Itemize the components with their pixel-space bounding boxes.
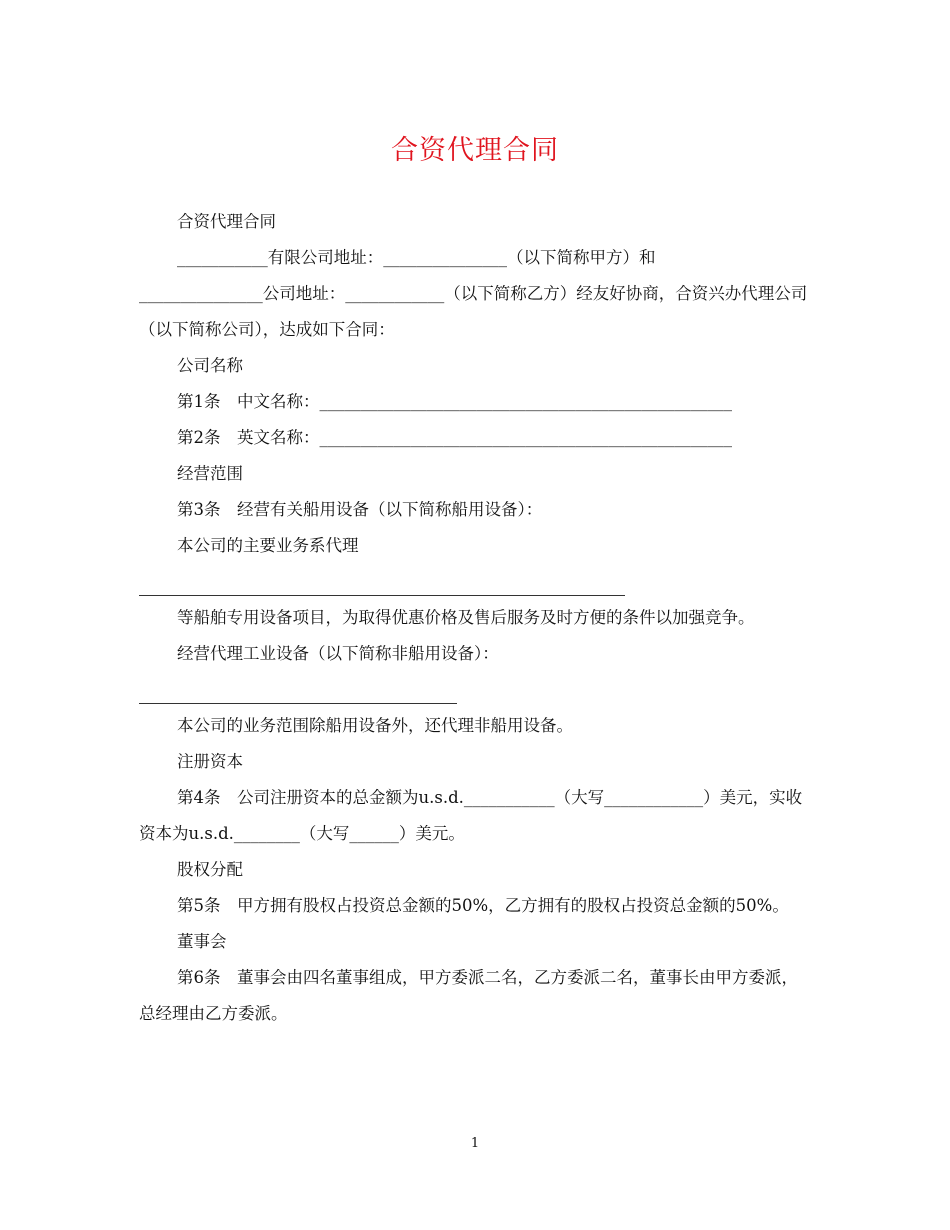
paragraph-heading: 合资代理合同 [177, 212, 276, 231]
article-4: 第4条 公司注册资本的总金额为u.s.d.___________（大写____________）美元，实收资本为u.s.d.________（大写______）美元。 [139, 788, 803, 843]
paragraph-main-business: 本公司的主要业务系代理 [177, 536, 359, 555]
blank-line-industrial-equipment [139, 672, 811, 708]
document-title: 合资代理合同 [391, 135, 559, 166]
section-company-name: 公司名称 [177, 356, 243, 375]
article-2: 第2条 英文名称：__________________________________________________ [177, 428, 732, 447]
blank-line-marine-equipment [139, 564, 811, 600]
article-6: 第6条 董事会由四名董事组成，甲方委派二名，乙方委派二名，董事长由甲方委派，总经理由乙方委派。 [139, 968, 798, 1023]
article-3: 第3条 经营有关船用设备（以下简称船用设备）： [177, 500, 543, 519]
paragraph-industrial-equipment: 经营代理工业设备（以下简称非船用设备）： [177, 644, 499, 663]
page-number: 1 [470, 1136, 480, 1151]
section-registered-capital: 注册资本 [177, 752, 243, 771]
section-business-scope: 经营范围 [177, 464, 243, 483]
section-equity-distribution: 股权分配 [177, 860, 243, 879]
section-board-of-directors: 董事会 [177, 932, 227, 951]
article-5: 第5条 甲方拥有股权占投资总金额的50%，乙方拥有的股权占投资总金额的50%。 [177, 896, 789, 915]
article-1: 第1条 中文名称：__________________________________________________ [177, 392, 732, 411]
paragraph-party-a: ___________有限公司地址：_______________（以下简称甲方）和 [177, 248, 656, 267]
document-body [139, 204, 811, 1032]
paragraph-party-b: _______________公司地址：____________（以下简称乙方）经友好协商，合资兴办代理公司（以下简称公司），达成如下合同： [139, 284, 808, 339]
paragraph-marine-items: 等船舶专用设备项目，为取得优惠价格及售后服务及时方便的条件以加强竞争。 [177, 608, 755, 627]
paragraph-business-scope-extra: 本公司的业务范围除船用设备外，还代理非船用设备。 [177, 716, 573, 735]
